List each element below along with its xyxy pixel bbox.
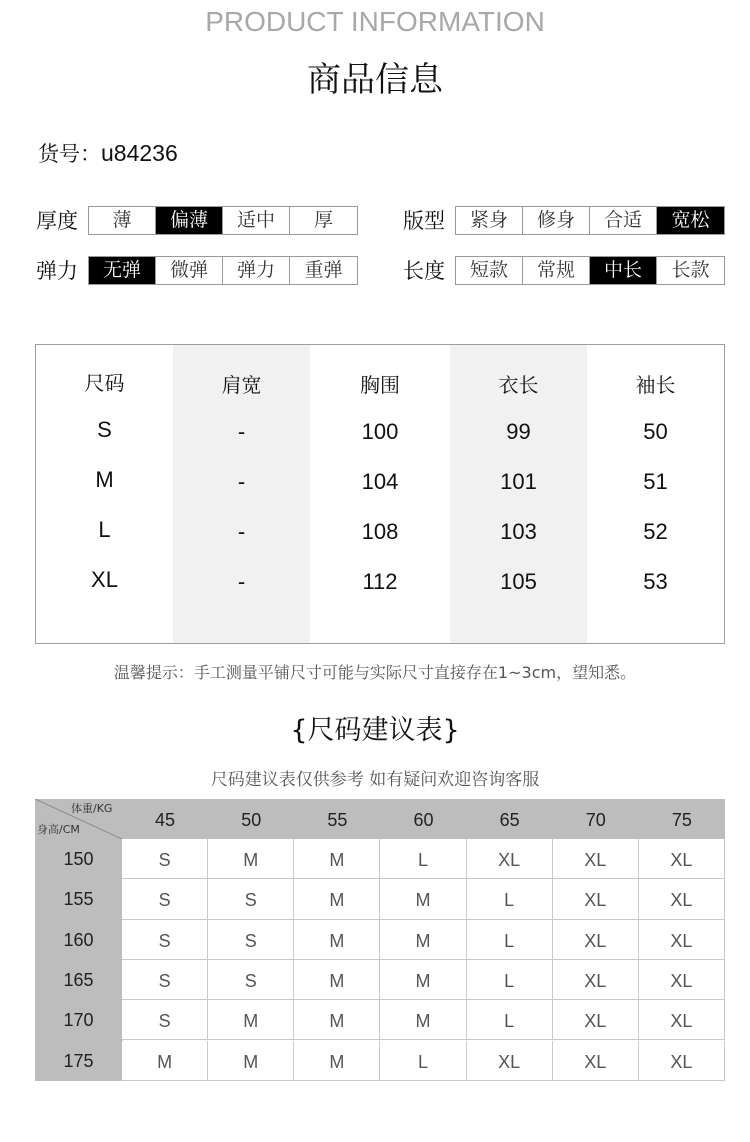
size-table (35, 344, 725, 644)
attr-option: 薄 (89, 207, 156, 234)
attr-option: 适中 (223, 207, 290, 234)
recommend-cell: M (122, 1041, 208, 1081)
attr-option: 偏薄 (156, 207, 223, 234)
recommend-cell: M (380, 960, 466, 1000)
corner-cell (35, 799, 122, 839)
height-header: 165 (63, 969, 94, 990)
attr-option: 中长 (590, 257, 657, 284)
attr-label: 长度 (403, 259, 445, 283)
weight-header: 65 (499, 810, 520, 830)
attr-elasticity (36, 255, 358, 285)
attr-options (455, 256, 725, 285)
size-col-size (36, 345, 173, 643)
size-col-shoulder (173, 345, 310, 643)
attr-fit (403, 205, 725, 235)
recommend-cell: XL (467, 839, 553, 879)
attr-option: 无弹 (89, 257, 156, 284)
corner-weight-label: 体重/KG (71, 802, 113, 815)
size-cell: - (237, 519, 246, 544)
weight-header: 50 (241, 810, 262, 830)
weight-header: 75 (671, 810, 692, 830)
recommend-cell: L (467, 960, 553, 1000)
attr-label: 版型 (403, 209, 445, 233)
recommend-cell: M (208, 1000, 294, 1040)
attr-option: 厚 (290, 207, 357, 234)
recommend-cell: XL (639, 879, 725, 919)
recommend-cell: M (294, 920, 380, 960)
recommend-cell: XL (553, 1000, 639, 1040)
attr-options (88, 256, 358, 285)
attr-option: 重弹 (290, 257, 357, 284)
recommend-cell: XL (639, 920, 725, 960)
size-cell: 51 (643, 469, 668, 494)
size-cell: 112 (362, 569, 398, 594)
weight-header: 45 (155, 810, 176, 830)
attr-option: 短款 (456, 257, 523, 284)
height-header: 175 (63, 1050, 94, 1071)
corner-height-label: 身高/CM (37, 823, 80, 836)
height-header: 170 (63, 1010, 94, 1031)
attr-option: 微弹 (156, 257, 223, 284)
recommend-cell: M (294, 839, 380, 879)
size-cell: 52 (643, 519, 668, 544)
recommend-cell: XL (553, 839, 639, 879)
recommend-cell: L (380, 1041, 466, 1081)
recommend-cell: XL (467, 1041, 553, 1081)
size-cell: - (237, 469, 246, 494)
measurement-tip: 温馨提示：手工测量平铺尺寸可能与实际尺寸直接存在1~3cm，望知悉。 (113, 663, 637, 682)
recommend-cell: XL (553, 920, 639, 960)
recommend-grid (122, 839, 725, 1081)
recommend-cell: M (208, 1041, 294, 1081)
recommend-cell: M (294, 1041, 380, 1081)
recommend-cell: S (122, 960, 208, 1000)
recommend-cell: XL (639, 839, 725, 879)
height-header: 150 (63, 849, 94, 869)
recommend-cell: M (294, 879, 380, 919)
size-header: 袖长 (635, 373, 676, 397)
attr-option: 常规 (523, 257, 590, 284)
size-cell: 99 (506, 419, 531, 444)
attr-options (88, 206, 358, 235)
weight-header: 60 (413, 810, 434, 830)
recommend-cell: L (467, 879, 553, 919)
item-number-label: 货号： (38, 142, 101, 166)
attr-option: 长款 (657, 257, 724, 284)
size-cell: 101 (500, 469, 537, 494)
item-number-value: u84236 (101, 140, 178, 166)
weight-header: 70 (585, 810, 606, 830)
size-header: 衣长 (498, 373, 539, 397)
attr-length (403, 255, 725, 285)
recommend-cell: M (294, 1000, 380, 1040)
recommend-cell: S (122, 839, 208, 879)
title-english: PRODUCT INFORMATION (205, 6, 545, 37)
attr-label: 厚度 (36, 209, 78, 233)
size-cell: S (97, 417, 112, 442)
attr-thickness (36, 205, 358, 235)
size-cell: 104 (361, 469, 399, 494)
size-col-sleeve (587, 345, 724, 643)
attr-option: 弹力 (223, 257, 290, 284)
size-cell: - (237, 569, 246, 594)
size-col-length (450, 345, 587, 643)
recommend-cell: XL (553, 1041, 639, 1081)
size-cell: 50 (643, 419, 668, 444)
recommend-cell: S (208, 960, 294, 1000)
attr-option: 修身 (523, 207, 590, 234)
size-cell: 105 (500, 569, 537, 594)
recommend-cell: S (122, 920, 208, 960)
title-chinese: 商品信息 (307, 60, 443, 100)
size-cell: M (95, 467, 114, 492)
recommend-cell: L (467, 920, 553, 960)
size-cell: - (237, 419, 246, 444)
size-cell: 103 (500, 519, 537, 544)
attr-option: 合适 (590, 207, 657, 234)
recommend-subtitle: 尺码建议表仅供参考 如有疑问欢迎咨询客服 (210, 770, 540, 790)
recommend-title: {尺码建议表} (290, 715, 460, 746)
recommend-cell: XL (639, 1000, 725, 1040)
attr-option: 紧身 (456, 207, 523, 234)
recommend-cell: S (122, 1000, 208, 1040)
size-recommend-table (35, 799, 725, 1081)
size-header: 胸围 (360, 373, 400, 397)
attr-label: 弹力 (36, 259, 78, 283)
height-header: 155 (63, 889, 94, 910)
size-cell: 53 (643, 569, 668, 594)
recommend-cell: L (380, 839, 466, 879)
size-cell: 100 (361, 419, 399, 444)
item-number (38, 138, 178, 168)
recommend-cell: S (122, 879, 208, 919)
height-header: 160 (63, 929, 94, 950)
recommend-cell: XL (639, 1041, 725, 1081)
size-header: 肩宽 (221, 373, 262, 397)
size-cell: L (98, 517, 111, 542)
recommend-cell: M (380, 879, 466, 919)
size-cell: 108 (361, 519, 399, 544)
size-col-chest (310, 345, 450, 643)
recommend-cell: M (380, 1000, 466, 1040)
recommend-cell: XL (553, 960, 639, 1000)
recommend-cell: L (467, 1000, 553, 1040)
weight-header: 55 (327, 810, 348, 830)
recommend-cell: M (380, 920, 466, 960)
recommend-cell: S (208, 879, 294, 919)
size-header: 尺码 (84, 371, 125, 395)
attr-options (455, 206, 725, 235)
recommend-cell: XL (553, 879, 639, 919)
size-cell: XL (91, 567, 118, 592)
attr-option: 宽松 (657, 207, 724, 234)
recommend-cell: M (208, 839, 294, 879)
recommend-cell: M (294, 960, 380, 1000)
recommend-cell: XL (639, 960, 725, 1000)
recommend-cell: S (208, 920, 294, 960)
